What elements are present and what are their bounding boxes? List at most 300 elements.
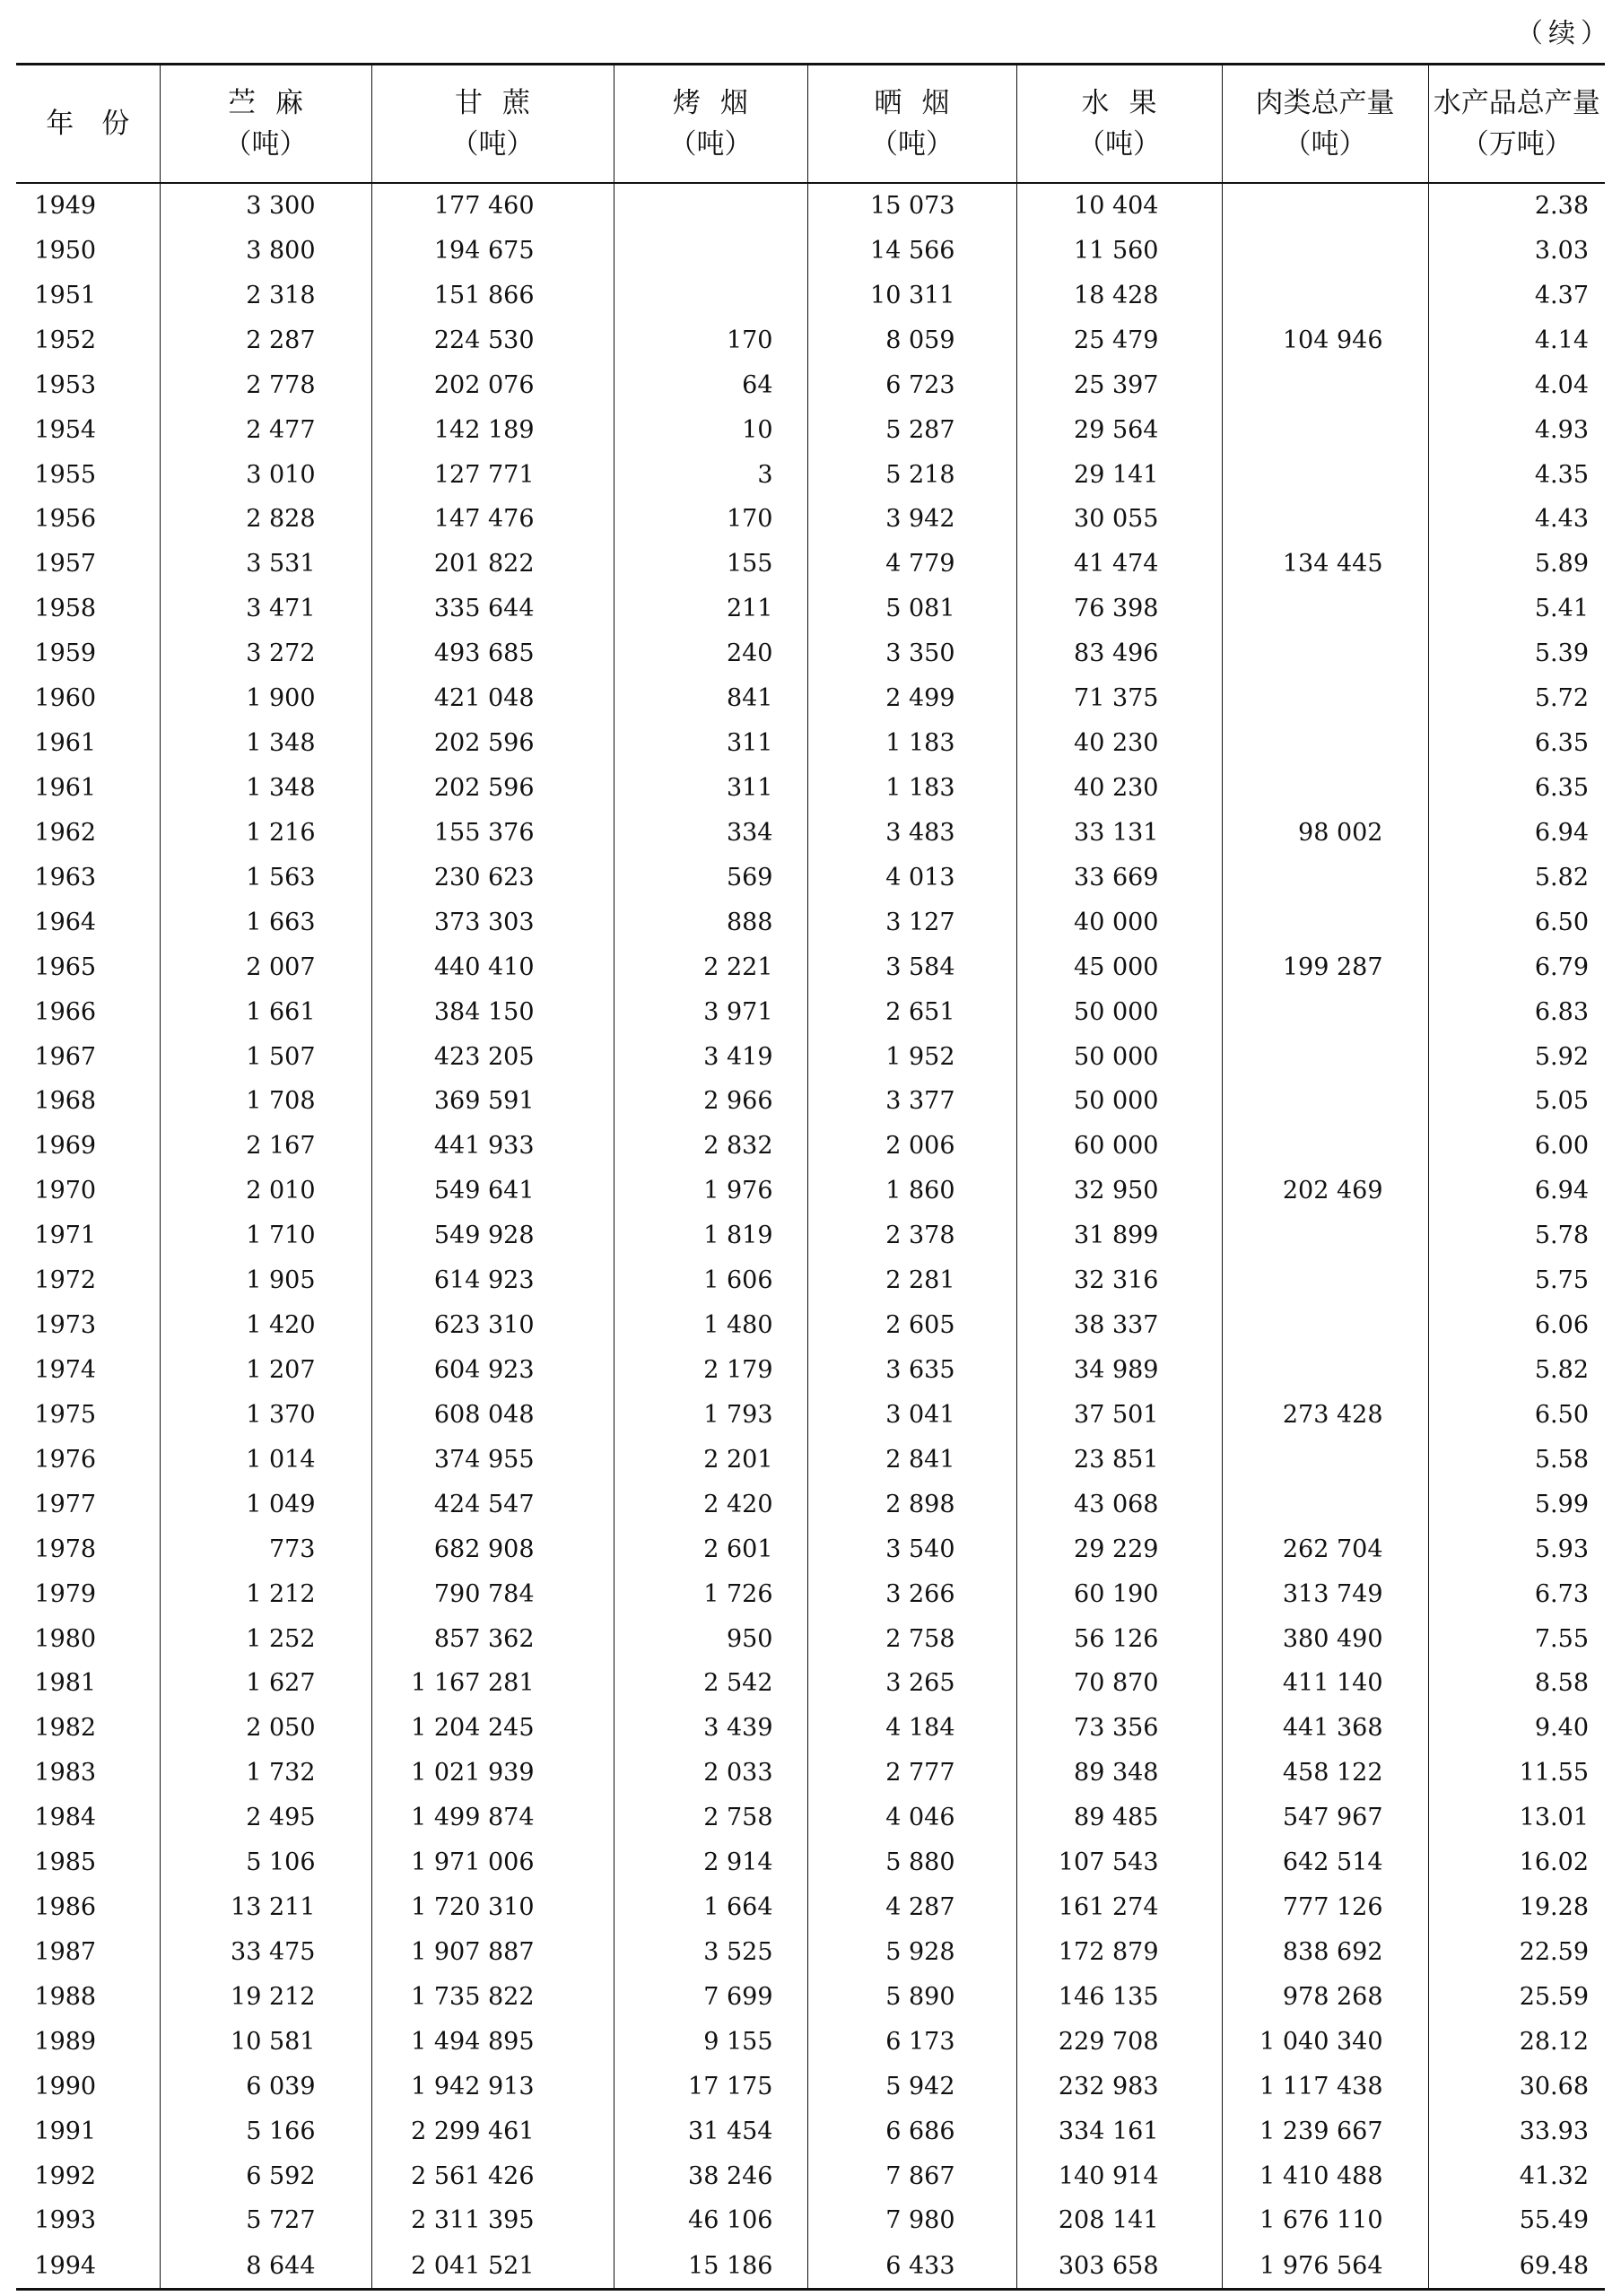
cell-ramie: 1 905 — [160, 1258, 371, 1303]
cell-fruit: 70 870 — [1016, 1661, 1222, 1706]
cell-sun-cured-tobacco: 1 860 — [807, 1169, 1016, 1213]
cell-fruit: 303 658 — [1016, 2243, 1222, 2289]
cell-sugarcane: 421 048 — [371, 676, 614, 721]
cell-meat-output — [1222, 856, 1428, 900]
cell-meat-output: 1 239 667 — [1222, 2109, 1428, 2154]
cell-meat-output: 1 117 438 — [1222, 2065, 1428, 2109]
cell-fruit: 71 375 — [1016, 676, 1222, 721]
table-row — [16, 1483, 1605, 1527]
cell-fruit: 56 126 — [1016, 1617, 1222, 1662]
cell-flue-cured-tobacco: 10 — [614, 408, 807, 453]
cell-flue-cured-tobacco: 841 — [614, 676, 807, 721]
cell-aquatic-output: 6.83 — [1428, 990, 1605, 1035]
cell-flue-cured-tobacco: 211 — [614, 587, 807, 631]
cell-year: 1970 — [34, 1177, 97, 1205]
header-ramie — [160, 65, 371, 183]
cell-year: 1949 — [34, 192, 97, 220]
cell-aquatic-output: 69.48 — [1428, 2243, 1605, 2289]
cell-meat-output — [1222, 1035, 1428, 1080]
cell-fruit: 41 474 — [1016, 542, 1222, 587]
cell-flue-cured-tobacco: 3 419 — [614, 1035, 807, 1080]
cell-ramie: 6 592 — [160, 2154, 371, 2199]
cell-meat-output — [1222, 1213, 1428, 1258]
cell-ramie: 1 049 — [160, 1483, 371, 1527]
cell-sun-cured-tobacco: 2 898 — [807, 1483, 1016, 1527]
cell-sugarcane: 202 596 — [371, 721, 614, 766]
cell-sugarcane: 1 167 281 — [371, 1661, 614, 1706]
cell-meat-output — [1222, 363, 1428, 408]
cell-meat-output: 642 514 — [1222, 1840, 1428, 1885]
table-header — [16, 65, 1605, 183]
cell-ramie: 3 010 — [160, 453, 371, 498]
cell-fruit: 89 485 — [1016, 1796, 1222, 1840]
table-row — [16, 766, 1605, 811]
header-label: 甘蔗 — [455, 86, 550, 119]
cell-sun-cured-tobacco: 3 584 — [807, 945, 1016, 990]
cell-sun-cured-tobacco: 5 880 — [807, 1840, 1016, 1885]
cell-meat-output — [1222, 676, 1428, 721]
cell-sugarcane: 549 641 — [371, 1169, 614, 1213]
cell-aquatic-output: 5.82 — [1428, 1348, 1605, 1393]
cell-aquatic-output: 4.35 — [1428, 453, 1605, 498]
bottom-rule — [16, 2288, 1605, 2291]
cell-sun-cured-tobacco: 5 287 — [807, 408, 1016, 453]
cell-year: 1976 — [34, 1445, 97, 1474]
cell-meat-output — [1222, 1258, 1428, 1303]
cell-sugarcane: 608 048 — [371, 1393, 614, 1438]
cell-fruit: 43 068 — [1016, 1483, 1222, 1527]
header-unit: （吨） — [1077, 127, 1161, 161]
cell-flue-cured-tobacco: 3 439 — [614, 1706, 807, 1751]
cell-aquatic-output: 5.75 — [1428, 1258, 1605, 1303]
cell-meat-output: 547 967 — [1222, 1796, 1428, 1840]
cell-year: 1966 — [34, 997, 97, 1026]
cell-meat-output: 1 410 488 — [1222, 2154, 1428, 2199]
cell-sun-cured-tobacco: 3 377 — [807, 1079, 1016, 1124]
cell-sun-cured-tobacco: 5 890 — [807, 1975, 1016, 2020]
header-label: 苎麻 — [228, 86, 323, 119]
cell-flue-cured-tobacco: 240 — [614, 631, 807, 676]
cell-ramie: 33 475 — [160, 1930, 371, 1975]
header-year — [16, 65, 160, 183]
cell-sun-cured-tobacco: 2 006 — [807, 1124, 1016, 1169]
header-fruit — [1016, 65, 1222, 183]
table-row — [16, 1258, 1605, 1303]
cell-fruit: 32 950 — [1016, 1169, 1222, 1213]
cell-sun-cured-tobacco: 5 928 — [807, 1930, 1016, 1975]
cell-sugarcane: 2 311 395 — [371, 2198, 614, 2243]
cell-sugarcane: 147 476 — [371, 497, 614, 542]
cell-year: 1959 — [34, 639, 97, 668]
cell-ramie: 1 507 — [160, 1035, 371, 1080]
cell-sugarcane: 177 460 — [371, 183, 614, 229]
cell-year: 1983 — [34, 1759, 97, 1787]
cell-meat-output: 411 140 — [1222, 1661, 1428, 1706]
cell-sun-cured-tobacco: 3 041 — [807, 1393, 1016, 1438]
cell-ramie: 1 216 — [160, 811, 371, 856]
cell-ramie: 2 495 — [160, 1796, 371, 1840]
cell-flue-cured-tobacco: 334 — [614, 811, 807, 856]
cell-sun-cured-tobacco: 2 841 — [807, 1438, 1016, 1483]
header-label: 烤烟 — [673, 86, 768, 119]
cell-flue-cured-tobacco: 1 976 — [614, 1169, 807, 1213]
cell-fruit: 208 141 — [1016, 2198, 1222, 2243]
cell-sun-cured-tobacco: 3 635 — [807, 1348, 1016, 1393]
cell-sugarcane: 1 204 245 — [371, 1706, 614, 1751]
cell-meat-output: 199 287 — [1222, 945, 1428, 990]
cell-aquatic-output: 5.41 — [1428, 587, 1605, 631]
cell-year: 1962 — [34, 818, 97, 847]
cell-fruit: 50 000 — [1016, 1079, 1222, 1124]
cell-fruit: 34 989 — [1016, 1348, 1222, 1393]
cell-sun-cured-tobacco: 3 942 — [807, 497, 1016, 542]
cell-aquatic-output: 5.58 — [1428, 1438, 1605, 1483]
table-row — [16, 811, 1605, 856]
header-sugarcane — [371, 65, 614, 183]
cell-sun-cured-tobacco: 15 073 — [807, 183, 1016, 229]
cell-aquatic-output: 4.14 — [1428, 318, 1605, 363]
cell-aquatic-output: 5.92 — [1428, 1035, 1605, 1080]
cell-meat-output: 134 445 — [1222, 542, 1428, 587]
cell-flue-cured-tobacco: 17 175 — [614, 2065, 807, 2109]
cell-meat-output — [1222, 766, 1428, 811]
cell-aquatic-output: 5.99 — [1428, 1483, 1605, 1527]
cell-fruit: 29 141 — [1016, 453, 1222, 498]
cell-sun-cured-tobacco: 3 350 — [807, 631, 1016, 676]
cell-sugarcane: 2 561 426 — [371, 2154, 614, 2199]
cell-sugarcane: 1 942 913 — [371, 2065, 614, 2109]
cell-sun-cured-tobacco: 6 173 — [807, 2020, 1016, 2065]
cell-meat-output: 458 122 — [1222, 1751, 1428, 1796]
cell-sun-cured-tobacco: 6 433 — [807, 2243, 1016, 2289]
cell-sun-cured-tobacco: 4 287 — [807, 1885, 1016, 1930]
table-row — [16, 183, 1605, 229]
cell-sugarcane: 2 299 461 — [371, 2109, 614, 2154]
cell-fruit: 25 397 — [1016, 363, 1222, 408]
cell-year: 1950 — [34, 236, 97, 265]
cell-aquatic-output: 5.78 — [1428, 1213, 1605, 1258]
header-aquatic-output — [1428, 65, 1605, 183]
cell-ramie: 773 — [160, 1527, 371, 1572]
cell-year: 1961 — [34, 729, 97, 758]
cell-aquatic-output: 4.93 — [1428, 408, 1605, 453]
cell-aquatic-output: 6.50 — [1428, 1393, 1605, 1438]
cell-flue-cured-tobacco: 2 221 — [614, 945, 807, 990]
cell-flue-cured-tobacco: 888 — [614, 900, 807, 945]
cell-fruit: 18 428 — [1016, 274, 1222, 318]
cell-meat-output: 1 676 110 — [1222, 2198, 1428, 2243]
cell-meat-output — [1222, 1303, 1428, 1348]
cell-year: 1977 — [34, 1490, 97, 1518]
table-row — [16, 1079, 1605, 1124]
cell-meat-output: 838 692 — [1222, 1930, 1428, 1975]
cell-fruit: 32 316 — [1016, 1258, 1222, 1303]
cell-sun-cured-tobacco: 1 952 — [807, 1035, 1016, 1080]
cell-flue-cured-tobacco: 2 420 — [614, 1483, 807, 1527]
cell-year: 1968 — [34, 1087, 97, 1116]
cell-flue-cured-tobacco: 3 971 — [614, 990, 807, 1035]
cell-fruit: 10 404 — [1016, 183, 1222, 229]
table-row — [16, 1751, 1605, 1796]
cell-sugarcane: 423 205 — [371, 1035, 614, 1080]
table-body — [16, 183, 1605, 2289]
table-row — [16, 274, 1605, 318]
table-row — [16, 2020, 1605, 2065]
cell-fruit: 89 348 — [1016, 1751, 1222, 1796]
table-row — [16, 1706, 1605, 1751]
cell-sugarcane: 424 547 — [371, 1483, 614, 1527]
cell-fruit: 40 000 — [1016, 900, 1222, 945]
cell-flue-cured-tobacco: 311 — [614, 766, 807, 811]
cell-ramie: 1 370 — [160, 1393, 371, 1438]
cell-flue-cured-tobacco: 38 246 — [614, 2154, 807, 2199]
header-unit: （吨） — [870, 127, 954, 161]
cell-flue-cured-tobacco: 2 201 — [614, 1438, 807, 1483]
cell-year: 1973 — [34, 1311, 97, 1340]
cell-fruit: 37 501 — [1016, 1393, 1222, 1438]
cell-sugarcane: 335 644 — [371, 587, 614, 631]
cell-ramie: 1 420 — [160, 1303, 371, 1348]
header-unit: （吨） — [668, 127, 753, 161]
cell-sugarcane: 1 021 939 — [371, 1751, 614, 1796]
cell-sugarcane: 374 955 — [371, 1438, 614, 1483]
cell-flue-cured-tobacco: 2 542 — [614, 1661, 807, 1706]
cell-ramie: 2 050 — [160, 1706, 371, 1751]
cell-year: 1960 — [34, 684, 97, 713]
cell-flue-cured-tobacco: 46 106 — [614, 2198, 807, 2243]
cell-sugarcane: 1 494 895 — [371, 2020, 614, 2065]
cell-aquatic-output: 8.58 — [1428, 1661, 1605, 1706]
cell-meat-output — [1222, 631, 1428, 676]
cell-meat-output: 262 704 — [1222, 1527, 1428, 1572]
table-row — [16, 2154, 1605, 2199]
table-row — [16, 2109, 1605, 2154]
header-label: 晒烟 — [874, 86, 970, 119]
table-row — [16, 587, 1605, 631]
cell-flue-cured-tobacco: 311 — [614, 721, 807, 766]
header-flue-cured-tobacco — [614, 65, 807, 183]
table-row — [16, 631, 1605, 676]
table-row — [16, 1661, 1605, 1706]
cell-ramie: 2 778 — [160, 363, 371, 408]
cell-fruit: 38 337 — [1016, 1303, 1222, 1348]
table-row — [16, 318, 1605, 363]
cell-meat-output — [1222, 1483, 1428, 1527]
cell-fruit: 23 851 — [1016, 1438, 1222, 1483]
cell-year: 1989 — [34, 2027, 97, 2056]
cell-ramie: 3 800 — [160, 229, 371, 274]
table-row — [16, 1438, 1605, 1483]
cell-ramie: 5 727 — [160, 2198, 371, 2243]
cell-sun-cured-tobacco: 1 183 — [807, 721, 1016, 766]
cell-year: 1951 — [34, 281, 97, 309]
cell-aquatic-output: 33.93 — [1428, 2109, 1605, 2154]
cell-sugarcane: 2 041 521 — [371, 2243, 614, 2289]
table-row — [16, 1035, 1605, 1080]
cell-fruit: 107 543 — [1016, 1840, 1222, 1885]
cell-flue-cured-tobacco: 2 179 — [614, 1348, 807, 1393]
cell-flue-cured-tobacco: 3 525 — [614, 1930, 807, 1975]
cell-ramie: 1 663 — [160, 900, 371, 945]
cell-ramie: 6 039 — [160, 2065, 371, 2109]
header-unit: （万吨） — [1460, 127, 1573, 161]
cell-flue-cured-tobacco — [614, 274, 807, 318]
cell-fruit: 31 899 — [1016, 1213, 1222, 1258]
cell-meat-output — [1222, 990, 1428, 1035]
cell-year: 1986 — [34, 1893, 97, 1922]
cell-sugarcane: 230 623 — [371, 856, 614, 900]
cell-year: 1987 — [34, 1937, 97, 1966]
cell-sun-cured-tobacco: 10 311 — [807, 274, 1016, 318]
cell-aquatic-output: 6.06 — [1428, 1303, 1605, 1348]
cell-ramie: 2 477 — [160, 408, 371, 453]
cell-aquatic-output: 4.43 — [1428, 497, 1605, 542]
cell-sugarcane: 224 530 — [371, 318, 614, 363]
cell-sugarcane: 441 933 — [371, 1124, 614, 1169]
cell-flue-cured-tobacco: 1 793 — [614, 1393, 807, 1438]
cell-sugarcane: 1 971 006 — [371, 1840, 614, 1885]
cell-aquatic-output: 5.82 — [1428, 856, 1605, 900]
cell-aquatic-output: 3.03 — [1428, 229, 1605, 274]
cell-aquatic-output: 16.02 — [1428, 1840, 1605, 1885]
cell-sugarcane: 440 410 — [371, 945, 614, 990]
cell-year: 1990 — [34, 2072, 97, 2100]
cell-meat-output — [1222, 900, 1428, 945]
cell-flue-cured-tobacco — [614, 229, 807, 274]
cell-sugarcane: 384 150 — [371, 990, 614, 1035]
cell-ramie: 1 348 — [160, 766, 371, 811]
cell-sugarcane: 790 784 — [371, 1572, 614, 1617]
table-row — [16, 2243, 1605, 2289]
cell-sugarcane: 194 675 — [371, 229, 614, 274]
table-row — [16, 1527, 1605, 1572]
cell-sugarcane: 623 310 — [371, 1303, 614, 1348]
cell-flue-cured-tobacco: 2 758 — [614, 1796, 807, 1840]
cell-fruit: 50 000 — [1016, 1035, 1222, 1080]
table-row — [16, 1348, 1605, 1393]
cell-ramie: 5 106 — [160, 1840, 371, 1885]
cell-sun-cured-tobacco: 4 779 — [807, 542, 1016, 587]
cell-flue-cured-tobacco: 64 — [614, 363, 807, 408]
cell-aquatic-output: 5.93 — [1428, 1527, 1605, 1572]
cell-sun-cured-tobacco: 2 777 — [807, 1751, 1016, 1796]
cell-flue-cured-tobacco: 2 601 — [614, 1527, 807, 1572]
cell-flue-cured-tobacco: 950 — [614, 1617, 807, 1662]
header-unit: （吨） — [223, 127, 308, 161]
cell-flue-cured-tobacco — [614, 183, 807, 229]
table-row — [16, 856, 1605, 900]
cell-sun-cured-tobacco: 3 540 — [807, 1527, 1016, 1572]
cell-ramie: 1 627 — [160, 1661, 371, 1706]
cell-aquatic-output: 6.35 — [1428, 721, 1605, 766]
cell-sugarcane: 151 866 — [371, 274, 614, 318]
cell-sun-cured-tobacco: 2 499 — [807, 676, 1016, 721]
cell-sugarcane: 201 822 — [371, 542, 614, 587]
cell-flue-cured-tobacco: 170 — [614, 318, 807, 363]
cell-aquatic-output: 6.94 — [1428, 811, 1605, 856]
cell-aquatic-output: 25.59 — [1428, 1975, 1605, 2020]
cell-flue-cured-tobacco: 569 — [614, 856, 807, 900]
cell-year: 1993 — [34, 2206, 97, 2235]
cell-fruit: 76 398 — [1016, 587, 1222, 631]
cell-meat-output: 1 040 340 — [1222, 2020, 1428, 2065]
table-row — [16, 1303, 1605, 1348]
cell-aquatic-output: 6.79 — [1428, 945, 1605, 990]
cell-aquatic-output: 41.32 — [1428, 2154, 1605, 2199]
cell-aquatic-output: 9.40 — [1428, 1706, 1605, 1751]
cell-sun-cured-tobacco: 2 758 — [807, 1617, 1016, 1662]
cell-meat-output: 273 428 — [1222, 1393, 1428, 1438]
header-label: 水产品总产量 — [1433, 86, 1600, 119]
cell-meat-output: 202 469 — [1222, 1169, 1428, 1213]
cell-fruit: 161 274 — [1016, 1885, 1222, 1930]
cell-sugarcane: 614 923 — [371, 1258, 614, 1303]
cell-ramie: 13 211 — [160, 1885, 371, 1930]
cell-ramie: 1 900 — [160, 676, 371, 721]
cell-sun-cured-tobacco: 2 605 — [807, 1303, 1016, 1348]
cell-aquatic-output: 5.05 — [1428, 1079, 1605, 1124]
cell-aquatic-output: 4.37 — [1428, 274, 1605, 318]
cell-sun-cured-tobacco: 2 651 — [807, 990, 1016, 1035]
cell-flue-cured-tobacco: 1 726 — [614, 1572, 807, 1617]
cell-flue-cured-tobacco: 9 155 — [614, 2020, 807, 2065]
cell-sun-cured-tobacco: 4 046 — [807, 1796, 1016, 1840]
cell-sugarcane: 373 303 — [371, 900, 614, 945]
cell-sugarcane: 1 907 887 — [371, 1930, 614, 1975]
cell-meat-output — [1222, 274, 1428, 318]
cell-sun-cured-tobacco: 5 942 — [807, 2065, 1016, 2109]
cell-year: 1972 — [34, 1266, 97, 1295]
cell-sugarcane: 127 771 — [371, 453, 614, 498]
cell-fruit: 83 496 — [1016, 631, 1222, 676]
cell-ramie: 3 300 — [160, 183, 371, 229]
header-sun-cured-tobacco — [807, 65, 1016, 183]
cell-flue-cured-tobacco: 1 606 — [614, 1258, 807, 1303]
cell-year: 1978 — [34, 1535, 97, 1563]
cell-sugarcane: 142 189 — [371, 408, 614, 453]
cell-meat-output — [1222, 1079, 1428, 1124]
cell-aquatic-output: 6.00 — [1428, 1124, 1605, 1169]
cell-meat-output — [1222, 183, 1428, 229]
cell-flue-cured-tobacco: 15 186 — [614, 2243, 807, 2289]
cell-aquatic-output: 5.89 — [1428, 542, 1605, 587]
cell-ramie: 2 167 — [160, 1124, 371, 1169]
cell-year: 1985 — [34, 1848, 97, 1877]
table-row — [16, 1975, 1605, 2020]
header-unit: （吨） — [450, 127, 535, 161]
cell-year: 1958 — [34, 595, 97, 623]
cell-sugarcane: 369 591 — [371, 1079, 614, 1124]
cell-flue-cured-tobacco: 2 914 — [614, 1840, 807, 1885]
table-row — [16, 721, 1605, 766]
cell-sugarcane: 857 362 — [371, 1617, 614, 1662]
cell-fruit: 60 190 — [1016, 1572, 1222, 1617]
table-row — [16, 542, 1605, 587]
cell-ramie: 1 212 — [160, 1572, 371, 1617]
header-row — [16, 65, 1605, 183]
cell-ramie: 3 471 — [160, 587, 371, 631]
header-unit: （吨） — [1283, 127, 1367, 161]
cell-meat-output — [1222, 1124, 1428, 1169]
cell-fruit: 73 356 — [1016, 1706, 1222, 1751]
cell-meat-output: 1 976 564 — [1222, 2243, 1428, 2289]
cell-aquatic-output: 11.55 — [1428, 1751, 1605, 1796]
table-row — [16, 1796, 1605, 1840]
cell-year: 1952 — [34, 326, 97, 354]
cell-flue-cured-tobacco: 2 966 — [614, 1079, 807, 1124]
cell-ramie: 2 318 — [160, 274, 371, 318]
cell-meat-output — [1222, 721, 1428, 766]
